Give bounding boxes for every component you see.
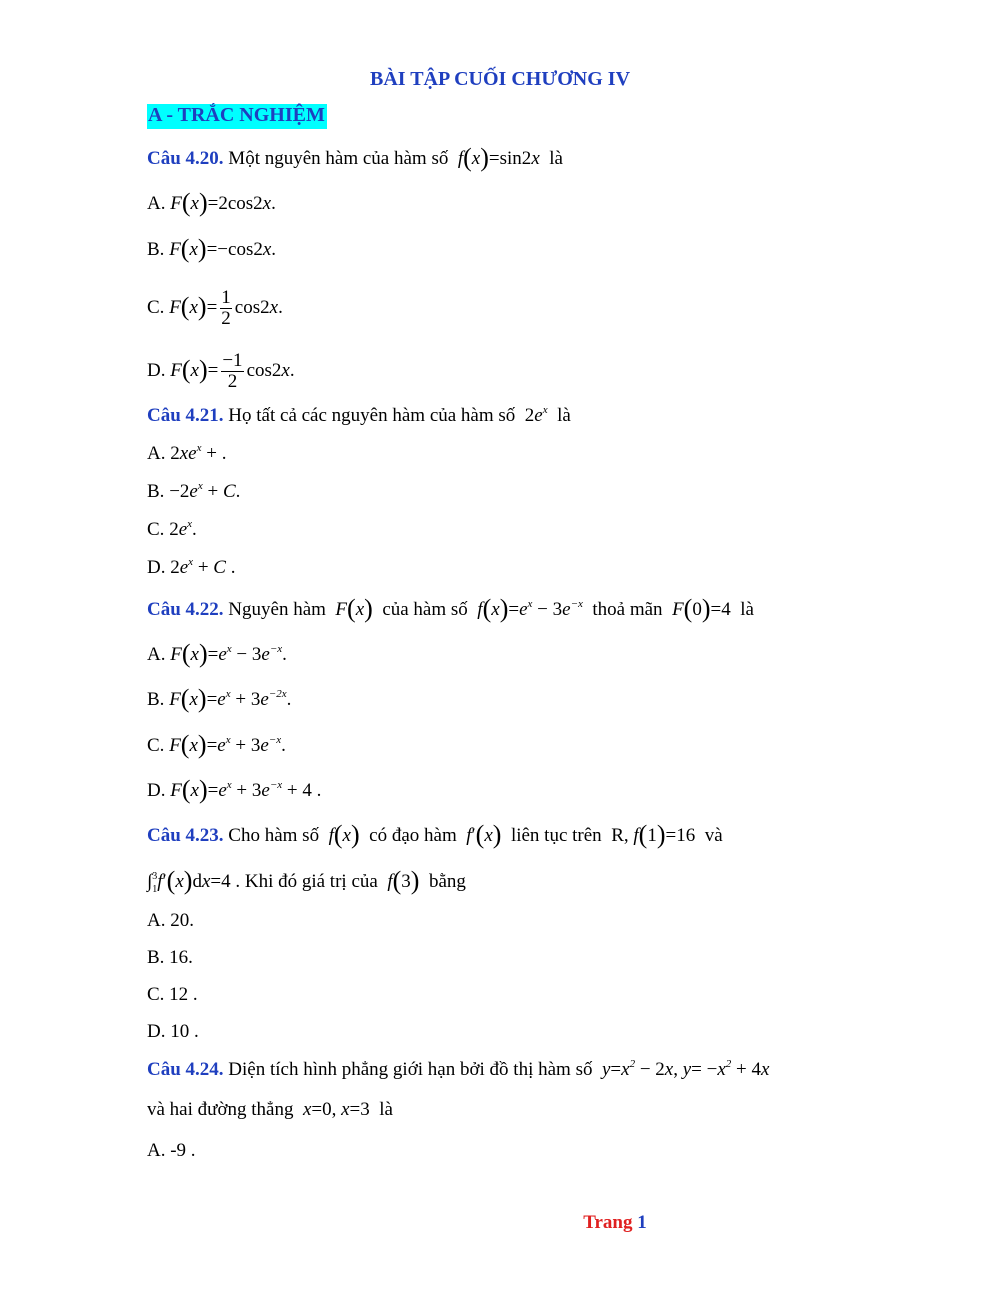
option-b[interactable] bbox=[147, 234, 276, 263]
option-math: F(x)=2cos2x. bbox=[170, 188, 276, 217]
question-text: và hai đường thẳng bbox=[147, 1099, 294, 1120]
question-4-21 bbox=[147, 403, 571, 431]
question-tail: và bbox=[704, 825, 723, 846]
option-c[interactable] bbox=[147, 517, 197, 545]
math-expression: x=0, x=3 bbox=[298, 1099, 370, 1120]
option-a[interactable] bbox=[147, 441, 226, 469]
option-c[interactable]: C. 12 . bbox=[147, 984, 198, 1005]
math-expression: F(0)=4 bbox=[667, 594, 731, 623]
option-letter: B. bbox=[147, 239, 165, 260]
option-math: F(x)= $\frac{-1}{2}$ cos2x. bbox=[170, 350, 295, 392]
option-math: F(x)=−cos2x. bbox=[169, 234, 277, 263]
question-4-24 bbox=[147, 1057, 769, 1085]
option-letter: D. bbox=[147, 780, 166, 801]
option-math: $2e^x$. bbox=[169, 518, 197, 540]
question-text: của hàm số bbox=[382, 599, 468, 620]
math-expression: F(x) bbox=[330, 594, 373, 623]
question-4-23 bbox=[147, 820, 723, 849]
option-a[interactable]: A. 20. bbox=[147, 910, 194, 931]
option-d[interactable] bbox=[147, 351, 295, 392]
option-c[interactable] bbox=[147, 730, 286, 761]
integral-expression: ∫$^3_1$f′(x)dx=4 bbox=[147, 866, 231, 895]
math-expression: $2e^x$ bbox=[524, 404, 548, 426]
option-a[interactable] bbox=[147, 639, 287, 670]
question-label: Câu 4.22. bbox=[147, 599, 224, 620]
option-b[interactable] bbox=[147, 479, 240, 507]
question-label: Câu 4.21. bbox=[147, 405, 224, 426]
question-text: Diện tích hình phẳng giới hạn bởi đồ thị hàm số bbox=[228, 1059, 593, 1080]
option-math: $2e^x + C$ . bbox=[170, 556, 236, 578]
option-letter: B. bbox=[147, 481, 165, 502]
question-tail: là bbox=[557, 405, 571, 426]
option-math: $F(x)=e^x + 3e^{-x}$. bbox=[169, 730, 286, 759]
question-text: Họ tất cả các nguyên hàm của hàm số bbox=[228, 405, 516, 426]
option-b[interactable] bbox=[147, 684, 291, 715]
option-letter: D. bbox=[147, 359, 166, 381]
question-tail: là bbox=[549, 148, 563, 169]
question-text: liên tục trên bbox=[510, 825, 602, 846]
option-letter: C. bbox=[147, 296, 165, 318]
math-expression: f′(x) bbox=[461, 820, 502, 849]
math-expression: $f(x)=e^x - 3e^{-x}$ bbox=[472, 594, 583, 623]
question-label: Câu 4.23. bbox=[147, 825, 224, 846]
option-d[interactable] bbox=[147, 775, 321, 806]
question-text: Cho hàm số bbox=[228, 825, 320, 846]
option-math: $2xe^x$ + . bbox=[170, 442, 227, 464]
page-number: 1 bbox=[637, 1212, 647, 1233]
option-letter: B. bbox=[147, 689, 165, 710]
option-d[interactable]: D. 10 . bbox=[147, 1021, 199, 1042]
question-4-20 bbox=[147, 143, 563, 172]
option-d[interactable] bbox=[147, 555, 235, 583]
option-letter: C. bbox=[147, 519, 165, 540]
math-expression: R, f(1)=16 bbox=[611, 820, 696, 849]
option-math: $F(x)=e^x - 3e^{-x}$. bbox=[170, 639, 287, 668]
math-expression: $y=x^2 - 2x$, $y= -x^2 + 4x$ bbox=[597, 1058, 770, 1080]
option-letter: A. bbox=[147, 193, 166, 214]
option-letter: D. bbox=[147, 557, 166, 578]
question-text: . Khi đó giá trị của bbox=[235, 871, 378, 892]
question-tail: là bbox=[740, 599, 754, 620]
section-heading: A - TRẮC NGHIỆM bbox=[147, 104, 327, 129]
math-expression: f(3) bbox=[382, 866, 420, 895]
question-4-22 bbox=[147, 594, 754, 625]
question-tail: bằng bbox=[428, 871, 466, 892]
question-label: Câu 4.24. bbox=[147, 1059, 224, 1080]
question-label: Câu 4.20. bbox=[147, 148, 224, 169]
page-footer bbox=[0, 1212, 1000, 1234]
option-math: $-2e^x + C$. bbox=[169, 480, 241, 502]
page-title: BÀI TẬP CUỐI CHƯƠNG IV bbox=[369, 68, 631, 90]
option-b[interactable]: B. 16. bbox=[147, 947, 193, 968]
option-letter: A. bbox=[147, 644, 166, 665]
question-text: Nguyên hàm bbox=[228, 599, 326, 620]
option-letter: A. bbox=[147, 443, 166, 464]
question-4-23-line2 bbox=[147, 866, 466, 898]
option-math: $F(x)=e^x + 3e^{-x} + 4$ . bbox=[170, 775, 322, 804]
math-expression: f(x) bbox=[323, 820, 360, 849]
question-text: Một nguyên hàm của hàm số bbox=[228, 148, 449, 169]
option-letter: C. bbox=[147, 735, 165, 756]
math-expression: f(x)=sin2x bbox=[453, 143, 545, 172]
footer-label: Trang bbox=[583, 1212, 633, 1233]
question-text: thoả mãn bbox=[592, 599, 663, 620]
question-tail: là bbox=[379, 1099, 393, 1120]
option-math: F(x)= $\frac{1}{2}$ cos2x. bbox=[169, 287, 283, 329]
question-4-24-line2 bbox=[147, 1097, 393, 1123]
question-text: có đạo hàm bbox=[369, 825, 457, 846]
option-a[interactable]: A. -9 . bbox=[147, 1140, 196, 1161]
option-c[interactable] bbox=[147, 288, 283, 329]
option-a[interactable] bbox=[147, 188, 276, 217]
option-math: $F(x)=e^x + 3e^{-2x}$. bbox=[169, 684, 292, 713]
